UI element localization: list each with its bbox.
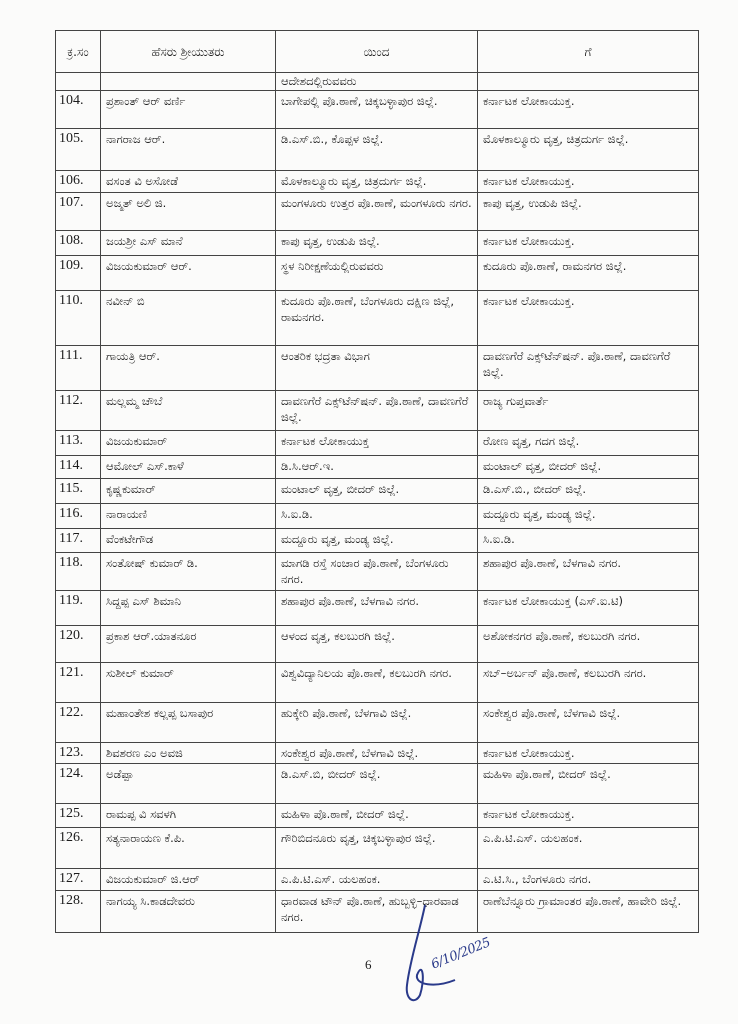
officer-name: ವಸಂತ ವಿ ಅಸೋಡೆ — [101, 171, 276, 193]
page-number: 6 — [365, 957, 372, 972]
to-posting: ಡಿ.ಎಸ್.ಬಿ., ಬೀದರ್ ಜಿಲ್ಲೆ. — [478, 479, 699, 504]
serial-number: 127. — [56, 869, 101, 891]
officer-name: ಅಡೆಪ್ಪಾ — [101, 764, 276, 804]
serial-number: 125. — [56, 804, 101, 828]
from-posting: ಮಹಿಳಾ ಪೊ.ಠಾಣೆ, ಬೀದರ್ ಜಿಲ್ಲೆ. — [276, 804, 478, 828]
to-posting: ಕರ್ನಾಟಕ ಲೋಕಾಯುಕ್ತ (ಎಸ್.ಐ.ಟಿ) — [478, 591, 699, 626]
from-posting: ಮಂಗಳೂರು ಉತ್ತರ ಪೊ.ಠಾಣೆ, ಮಂಗಳೂರು ನಗರ. — [276, 193, 478, 231]
from-posting: ಧಾರವಾಡ ಟೌನ್ ಪೊ.ಠಾಣೆ, ಹುಬ್ಬಳ್ಳಿ–ಧಾರವಾಡ ನಗರ. — [276, 891, 478, 933]
from-posting: ಸಿ.ಐ.ಡಿ. — [276, 504, 478, 529]
table-row — [56, 346, 699, 391]
table-row — [56, 663, 699, 703]
serial-number: 113. — [56, 431, 101, 456]
serial-number: 128. — [56, 891, 101, 933]
from-posting: ಮಾಗಡಿ ರಸ್ತೆ ಸಂಚಾರ ಪೊ.ಠಾಣೆ, ಬೆಂಗಳೂರು ನಗರ. — [276, 553, 478, 591]
header-sl: ಕ್ರ.ಸಂ — [56, 31, 101, 73]
from-posting: ಆಳಂದ ವೃತ್ತ, ಕಲಬುರಗಿ ಜಿಲ್ಲೆ. — [276, 626, 478, 663]
serial-number: 104. — [56, 91, 101, 129]
table-row — [56, 891, 699, 933]
to-posting: ಸಂಕೇಶ್ವರ ಪೊ.ಠಾಣೆ, ಬೆಳಗಾವಿ ಜಿಲ್ಲೆ. — [478, 703, 699, 743]
officer-name: ನಾರಾಯಣಿ — [101, 504, 276, 529]
table-row — [56, 431, 699, 456]
to-posting: ಕುದೂರು ಪೊ.ಠಾಣೆ, ರಾಮನಗರ ಜಿಲ್ಲೆ. — [478, 256, 699, 291]
header-name: ಹೆಸರು ಶ್ರೀಯುತರು — [101, 31, 276, 73]
officer-name: ನವೀನ್ ಬಿ — [101, 291, 276, 346]
officer-name: ರಾಮಪ್ಪ ವಿ ಸವಳಗಿ — [101, 804, 276, 828]
officer-name: ಗಾಯತ್ರಿ ಆರ್. — [101, 346, 276, 391]
serial-number: 126. — [56, 828, 101, 869]
empty-cell — [101, 73, 276, 91]
table-row — [56, 171, 699, 193]
officer-name: ಮಲ್ಲಮ್ಮ ಚೌಬೆ — [101, 391, 276, 431]
from-posting: ಮದ್ದೂರು ವೃತ್ತ, ಮಂಡ್ಯ ಜಿಲ್ಲೆ. — [276, 529, 478, 553]
from-posting: ಎ.ಪಿ.ಟಿ.ಎಸ್. ಯಲಹಂಕ. — [276, 869, 478, 891]
table-row — [56, 193, 699, 231]
serial-number: 106. — [56, 171, 101, 193]
table-row — [56, 529, 699, 553]
officer-name: ಸುಶೀಲ್ ಕುಮಾರ್ — [101, 663, 276, 703]
to-posting: ಸಬ್‌–ಅರ್ಬನ್ ಪೊ.ಠಾಣೆ, ಕಲಬುರಗಿ ನಗರ. — [478, 663, 699, 703]
to-posting: ಶಹಾಪುರ ಪೊ.ಠಾಣೆ, ಬೆಳಗಾವಿ ನಗರ. — [478, 553, 699, 591]
serial-number: 112. — [56, 391, 101, 431]
to-posting: ಮಂಟಾಲ್ ವೃತ್ತ, ಬೀದರ್ ಜಿಲ್ಲೆ. — [478, 456, 699, 479]
to-posting: ಎ.ಟಿ.ಸಿ., ಬೆಂಗಳೂರು ನಗರ. — [478, 869, 699, 891]
signature-date: 6/10/2025 — [429, 935, 493, 973]
officer-name: ಪ್ರಶಾಂತ್ ಆರ್ ವರ್ಣಿ — [101, 91, 276, 129]
table-row — [56, 869, 699, 891]
table-row — [56, 703, 699, 743]
officer-name: ಕೃಷ್ಣಕುಮಾರ್ — [101, 479, 276, 504]
serial-number: 121. — [56, 663, 101, 703]
officer-name: ಸಿದ್ದಪ್ಪ ಎಸ್ ಶಿಮಾನಿ — [101, 591, 276, 626]
table-row — [56, 504, 699, 529]
serial-number: 109. — [56, 256, 101, 291]
officer-name: ಆಮೋಲ್ ಎಸ್.ಕಾಳೆ — [101, 456, 276, 479]
officer-name: ಶಿವಶರಣ ಎಂ ಅವಜಿ — [101, 743, 276, 764]
from-posting: ಸ್ಥಳ ನಿರೀಕ್ಷಣೆಯಲ್ಲಿರುವವರು — [276, 256, 478, 291]
table-row — [56, 626, 699, 663]
empty-cell — [478, 73, 699, 91]
to-posting: ಕರ್ನಾಟಕ ಲೋಕಾಯುಕ್ತ. — [478, 231, 699, 256]
to-posting: ಕರ್ನಾಟಕ ಲೋಕಾಯುಕ್ತ. — [478, 743, 699, 764]
to-posting: ಕರ್ನಾಟಕ ಲೋಕಾಯುಕ್ತ. — [478, 171, 699, 193]
table-row — [56, 391, 699, 431]
from-posting: ವಿಶ್ವವಿದ್ಯಾನಿಲಯ ಪೊ.ಠಾಣೆ, ಕಲಬುರಗಿ ನಗರ. — [276, 663, 478, 703]
from-posting: ಬಾಗೇಪಲ್ಲಿ ಪೊ.ಠಾಣೆ, ಚಿಕ್ಕಬಳ್ಳಾಪುರ ಜಿಲ್ಲೆ. — [276, 91, 478, 129]
serial-number: 117. — [56, 529, 101, 553]
serial-number: 105. — [56, 129, 101, 171]
serial-number: 114. — [56, 456, 101, 479]
to-posting: ದಾವಣಗೆರೆ ಎಕ್ಸ್‌ಟೆನ್‌ಷನ್. ಪೊ.ಠಾಣೆ, ದಾವಣಗೆರೆ ಜಿಲ್ಲೆ. — [478, 346, 699, 391]
serial-number: 120. — [56, 626, 101, 663]
from-posting: ಡಿ.ಎಸ್.ಬಿ., ಕೊಪ್ಪಳ ಜಿಲ್ಲೆ. — [276, 129, 478, 171]
officer-name: ಅಜ್ಮತ್ ಅಲಿ ಜಿ. — [101, 193, 276, 231]
continuation-text: ಆದೇಶದಲ್ಲಿರುವವರು — [276, 73, 478, 91]
table-row — [56, 256, 699, 291]
table-row — [56, 553, 699, 591]
serial-number: 119. — [56, 591, 101, 626]
to-posting: ರೋಣ ವೃತ್ತ, ಗದಗ ಜಿಲ್ಲೆ. — [478, 431, 699, 456]
to-posting: ಎ.ಪಿ.ಟಿ.ಎಸ್. ಯಲಹಂಕ. — [478, 828, 699, 869]
from-posting: ಡಿ.ಸಿ.ಆರ್.ಇ. — [276, 456, 478, 479]
to-posting: ಕಾಪು ವೃತ್ತ, ಉಡುಪಿ ಜಿಲ್ಲೆ. — [478, 193, 699, 231]
continuation-row — [56, 73, 699, 91]
officer-name: ಸಂತೋಷ್ ಕುಮಾರ್ ಡಿ. — [101, 553, 276, 591]
empty-cell — [56, 73, 101, 91]
from-posting: ಕಾಪು ವೃತ್ತ, ಉಡುಪಿ ಜಿಲ್ಲೆ. — [276, 231, 478, 256]
table-row — [56, 291, 699, 346]
serial-number: 124. — [56, 764, 101, 804]
table-row — [56, 479, 699, 504]
from-posting: ಮಂಟಾಲ್ ವೃತ್ತ, ಬೀದರ್ ಜಿಲ್ಲೆ. — [276, 479, 478, 504]
serial-number: 108. — [56, 231, 101, 256]
serial-number: 116. — [56, 504, 101, 529]
from-posting: ಸಂಕೇಶ್ವರ ಪೊ.ಠಾಣೆ, ಬೆಳಗಾವಿ ಜಿಲ್ಲೆ. — [276, 743, 478, 764]
officer-name: ವಿಜಯಕುಮಾರ್ — [101, 431, 276, 456]
serial-number: 118. — [56, 553, 101, 591]
serial-number: 123. — [56, 743, 101, 764]
to-posting: ರಾಣೆಬೆನ್ನೂರು ಗ್ರಾಮಾಂತರ ಪೊ.ಠಾಣೆ, ಹಾವೇರಿ ಜಿಲ್ಲೆ. — [478, 891, 699, 933]
serial-number: 110. — [56, 291, 101, 346]
from-posting: ಡಿ.ಎಸ್.ಬಿ, ಬೀದರ್ ಜಿಲ್ಲೆ. — [276, 764, 478, 804]
to-posting: ಅಶೋಕನಗರ ಪೊ.ಠಾಣೆ, ಕಲಬುರಗಿ ನಗರ. — [478, 626, 699, 663]
table-row — [56, 828, 699, 869]
table-row — [56, 231, 699, 256]
officer-name: ಸತ್ಯನಾರಾಯಣ ಕೆ.ಪಿ. — [101, 828, 276, 869]
to-posting: ಮಹಿಳಾ ಪೊ.ಠಾಣೆ, ಬೀದರ್ ಜಿಲ್ಲೆ. — [478, 764, 699, 804]
from-posting: ಹುಕ್ಕೇರಿ ಪೊ.ಠಾಣೆ, ಬೆಳಗಾವಿ ಜಿಲ್ಲೆ. — [276, 703, 478, 743]
officer-name: ಜಯಶ್ರೀ ಎಸ್ ಮಾನೆ — [101, 231, 276, 256]
transfer-table — [55, 30, 699, 933]
to-posting: ಸಿ.ಐ.ಡಿ. — [478, 529, 699, 553]
to-posting: ಮೊಳಕಾಲ್ಮೂರು ವೃತ್ತ, ಚಿತ್ರದುರ್ಗ ಜಿಲ್ಲೆ. — [478, 129, 699, 171]
officer-name: ಮಹಾಂತೇಶ ಕಲ್ಲಪ್ಪ ಬಸಾಪುರ — [101, 703, 276, 743]
table-row — [56, 129, 699, 171]
table-header — [56, 31, 699, 73]
officer-name: ವೆಂಕಟೇಗೌಡ — [101, 529, 276, 553]
officer-name: ನಾಗರಾಜ ಆರ್. — [101, 129, 276, 171]
officer-name: ವಿಜಯಕುಮಾರ್ ಜಿ.ಆರ್ — [101, 869, 276, 891]
header-from: ಯಿಂದ — [276, 31, 478, 73]
from-posting: ಕುದೂರು ಪೊ.ಠಾಣೆ, ಬೆಂಗಳೂರು ದಕ್ಷಿಣ ಜಿಲ್ಲೆ, ರಾಮನಗರ. — [276, 291, 478, 346]
from-posting: ಆಂತರಿಕ ಭದ್ರತಾ ವಿಭಾಗ — [276, 346, 478, 391]
from-posting: ದಾವಣಗೆರೆ ಎಕ್ಸ್‌ಟೆನ್‌ಷನ್. ಪೊ.ಠಾಣೆ, ದಾವಣಗೆರೆ ಜಿಲ್ಲೆ. — [276, 391, 478, 431]
to-posting: ಮದ್ದೂರು ವೃತ್ತ, ಮಂಡ್ಯ ಜಿಲ್ಲೆ. — [478, 504, 699, 529]
table-row — [56, 764, 699, 804]
officer-name: ವಿಜಯಕುಮಾರ್ ಆರ್. — [101, 256, 276, 291]
table-row — [56, 743, 699, 764]
officer-name: ನಾಗಯ್ಯ ಸಿ.ಕಾಡದೇವರು — [101, 891, 276, 933]
serial-number: 111. — [56, 346, 101, 391]
header-to: ಗೆ — [478, 31, 699, 73]
from-posting: ಶಹಾಪುರ ಪೊ.ಠಾಣೆ, ಬೆಳಗಾವಿ ನಗರ. — [276, 591, 478, 626]
serial-number: 122. — [56, 703, 101, 743]
officer-name: ಪ್ರಕಾಶ ಆರ್.ಯಾತನೂರ — [101, 626, 276, 663]
from-posting: ಗೌರಿಬಿದನೂರು ವೃತ್ತ, ಚಿಕ್ಕಬಳ್ಳಾಪುರ ಜಿಲ್ಲೆ. — [276, 828, 478, 869]
to-posting: ಕರ್ನಾಟಕ ಲೋಕಾಯುಕ್ತ. — [478, 804, 699, 828]
serial-number: 107. — [56, 193, 101, 231]
table-row — [56, 456, 699, 479]
table-row — [56, 91, 699, 129]
to-posting: ರಾಜ್ಯ ಗುಪ್ತವಾರ್ತೆ — [478, 391, 699, 431]
table-row — [56, 591, 699, 626]
from-posting: ಮೊಳಕಾಲ್ಮೂರು ವೃತ್ತ, ಚಿತ್ರದುರ್ಗ ಜಿಲ್ಲೆ. — [276, 171, 478, 193]
to-posting: ಕರ್ನಾಟಕ ಲೋಕಾಯುಕ್ತ. — [478, 91, 699, 129]
from-posting: ಕರ್ನಾಟಕ ಲೋಕಾಯುಕ್ತ — [276, 431, 478, 456]
to-posting: ಕರ್ನಾಟಕ ಲೋಕಾಯುಕ್ತ. — [478, 291, 699, 346]
serial-number: 115. — [56, 479, 101, 504]
table-row — [56, 804, 699, 828]
